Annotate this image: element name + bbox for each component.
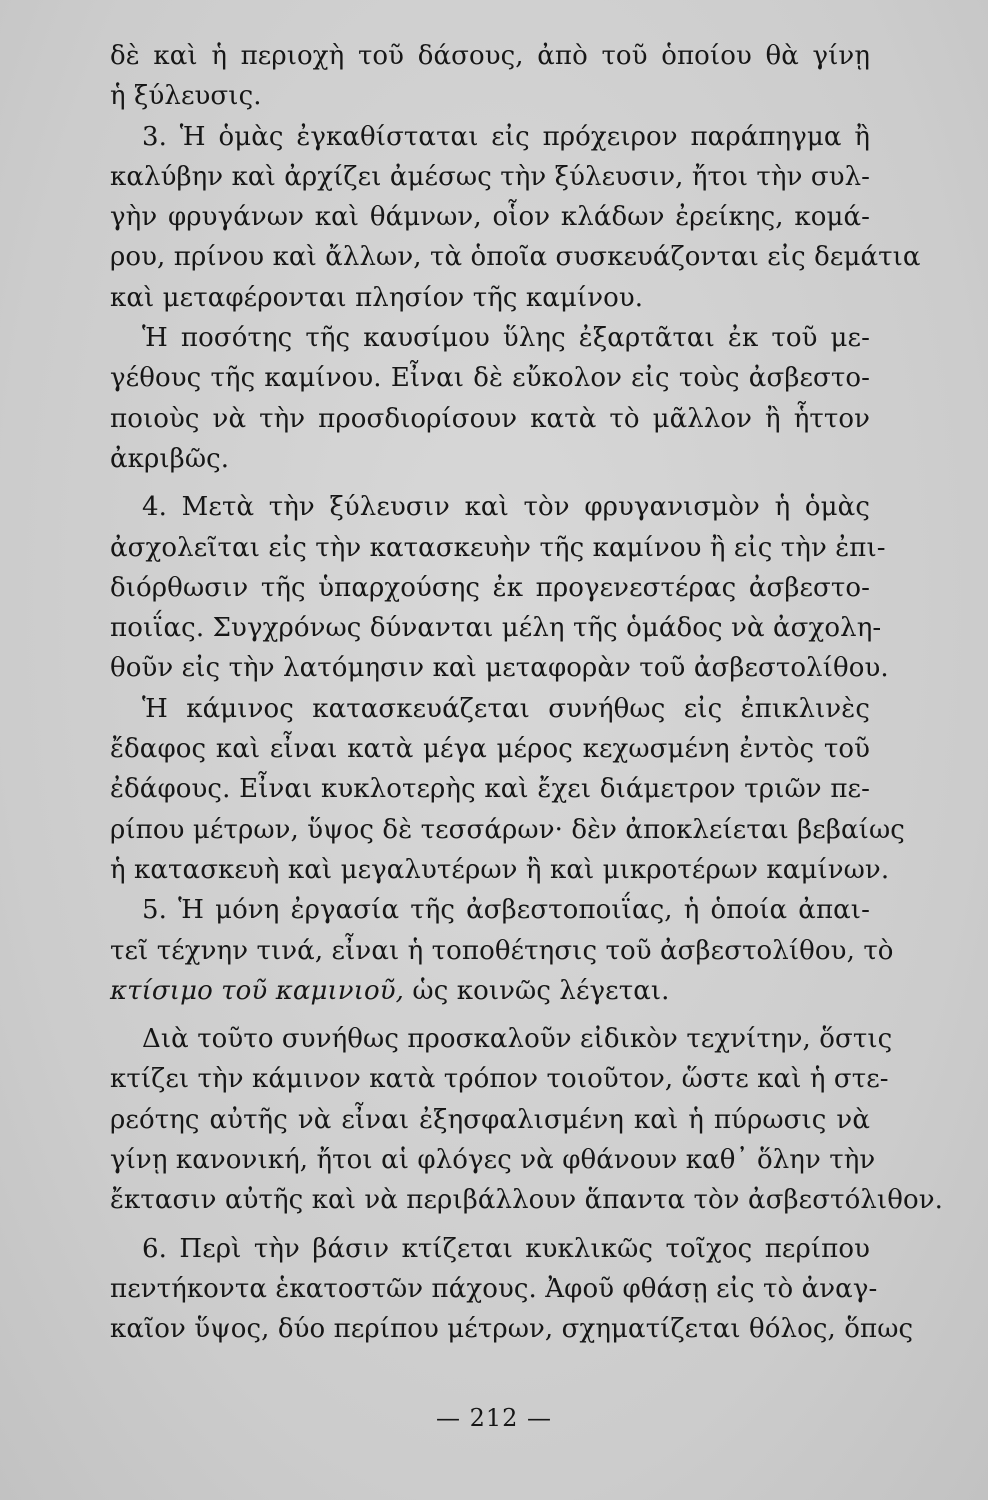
text-span: ὡς κοινῶς λέγεται. (412, 975, 670, 1006)
text-line: Ἡ ποσότης τῆς καυσίμου ὕλης ἐξαρτᾶται ἐκ τοῦ με- (142, 323, 870, 354)
text-line: ἔδαφος καὶ εἶναι κατὰ μέγα μέρος κεχωσμένη ἐντὸς τοῦ (110, 734, 870, 765)
text-line: ἀκριβῶς. (110, 443, 230, 474)
text-line: διόρθωσιν τῆς ὑπαρχούσης ἐκ προγενεστέρας ἀσβεστο- (110, 572, 870, 603)
page-number: — 212 — (435, 1404, 553, 1432)
text-line: γὴν φρυγάνων καὶ θάμνων, οἷον κλάδων ἐρείκης, κομά- (110, 202, 870, 233)
text-line: καῖον ὕψος, δύο περίπου μέτρων, σχηματίζεται θόλος, ὅπως (110, 1314, 914, 1345)
text-line: ποιΐας. Συγχρόνως δύνανται μέλη τῆς ὁμάδος νὰ ἀσχολη- (110, 613, 882, 644)
text-line: ρίπου μέτρων, ὕψος δὲ τεσσάρων· δὲν ἀποκλείεται βεβαίως (110, 814, 905, 845)
text-line: Ἡ κάμινος κατασκευάζεται συνήθως εἰς ἐπικλινὲς (142, 693, 870, 724)
text-line: ποιοὺς νὰ τὴν προσδιορίσουν κατὰ τὸ μᾶλλον ἢ ἧττον (110, 403, 870, 434)
italic-phrase: κτίσιμο τοῦ καμινιοῦ, (110, 975, 405, 1006)
paragraph-6-start: 6. Περὶ τὴν βάσιν κτίζεται κυκλικῶς τοῖχος περίπου (142, 1233, 870, 1264)
text-line: καὶ μεταφέρονται πλησίον τῆς καμίνου. (110, 282, 644, 313)
text-line: τεῖ τέχνην τινά, εἶναι ἡ τοποθέτησις τοῦ ἀσβεστολίθου, τὸ (110, 935, 894, 966)
paragraph-5-start: 5. Ἡ μόνη ἐργασία τῆς ἀσβεστοποιΐας, ἡ ὁποία ἀπαι- (142, 895, 870, 926)
text-line: ἀσχολεῖται εἰς τὴν κατασκευὴν τῆς καμίνου ἢ εἰς τὴν ἐπι- (110, 532, 886, 563)
text-line: δὲ καὶ ἡ περιοχὴ τοῦ δάσους, ἀπὸ τοῦ ὁποίου θὰ γίνῃ (110, 41, 870, 71)
body-text (110, 36, 943, 1350)
text-line: πεντήκοντα ἑκατοστῶν πάχους. Ἀφοῦ φθάσῃ εἰς τὸ ἀναγ- (110, 1273, 878, 1304)
text-line: ἐδάφους. Εἶναι κυκλοτερὴς καὶ ἔχει διάμετρον τριῶν πε- (110, 774, 870, 805)
text-line: ρου, πρίνου καὶ ἄλλων, τὰ ὁποῖα συσκευάζονται εἰς δεμάτια (110, 242, 921, 273)
text-line: ἔκτασιν αὐτῆς καὶ νὰ περιβάλλουν ἅπαντα τὸν ἀσβεστόλιθον. (110, 1185, 943, 1216)
text-line-mixed (110, 971, 870, 1011)
text-line: γέθους τῆς καμίνου. Εἶναι δὲ εὔκολον εἰς τοὺς ἀσβεστο- (110, 363, 870, 394)
text-line: γίνῃ κανονική, ἤτοι αἱ φλόγες νὰ φθάνουν καθ᾽ ὅλην τὴν (110, 1145, 876, 1176)
paragraph-4-start: 4. Μετὰ τὴν ξύλευσιν καὶ τὸν φρυγανισμὸν ἡ ὁμὰς (142, 492, 870, 523)
text-line: ἡ κατασκευὴ καὶ μεγαλυτέρων ἢ καὶ μικροτέρων καμίνων. (110, 854, 890, 885)
text-line: ρεότης αὐτῆς νὰ εἶναι ἐξησφαλισμένη καὶ ἡ πύρωσις νὰ (110, 1104, 870, 1135)
paragraph-3-start: 3. Ἡ ὁμὰς ἐγκαθίσταται εἰς πρόχειρον παράπηγμα ἢ (142, 121, 870, 152)
text-line: καλύβην καὶ ἀρχίζει ἀμέσως τὴν ξύλευσιν, ἤτοι τὴν συλ- (110, 161, 871, 192)
text-line: κτίζει τὴν κάμινον κατὰ τρόπον τοιοῦτον, ὥστε καὶ ἡ στε- (110, 1064, 889, 1095)
text-line: ἡ ξύλευσις. (110, 81, 262, 112)
text-line: Διὰ τοῦτο συνήθως προσκαλοῦν εἰδικὸν τεχνίτην, ὅστις (142, 1024, 893, 1055)
text-line: θοῦν εἰς τὴν λατόμησιν καὶ μεταφορὰν τοῦ ἀσβεστολίθου. (110, 653, 889, 684)
